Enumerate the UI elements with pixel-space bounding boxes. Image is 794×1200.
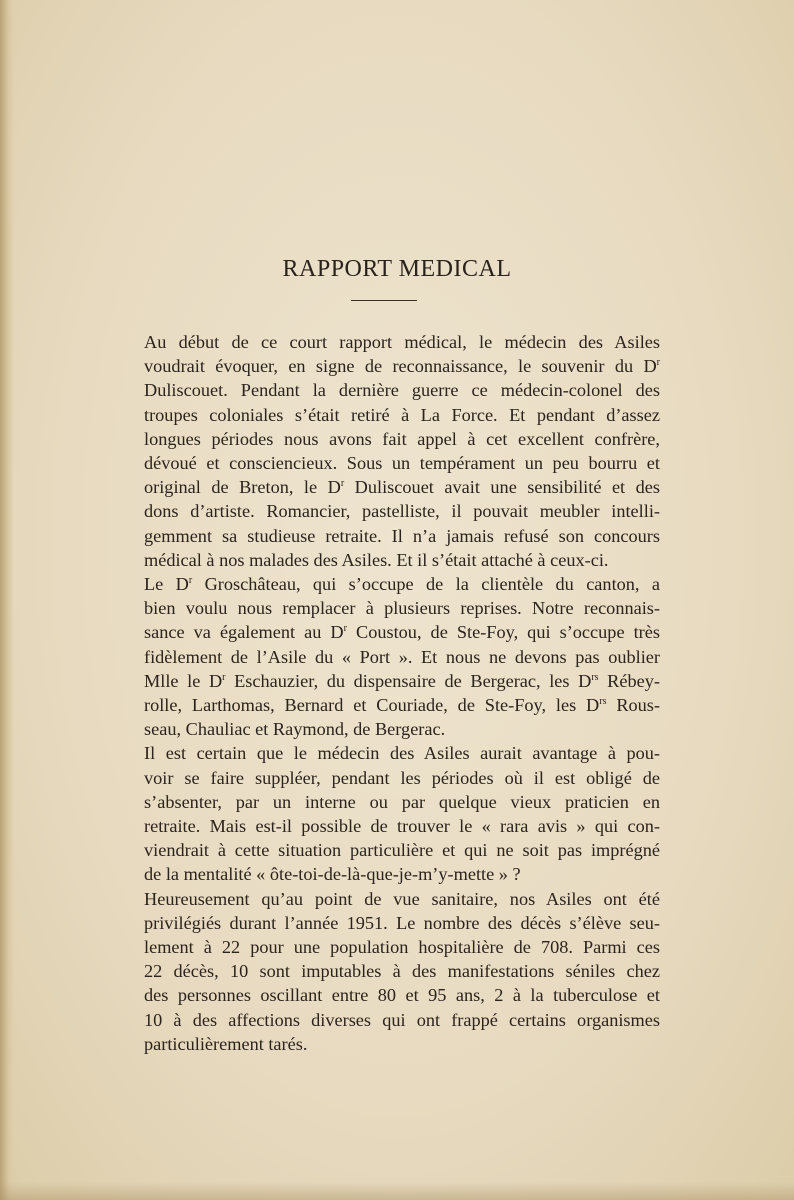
text-segment: voudrait évoquer, en signe de reconnaissance, le souvenir du D	[144, 356, 657, 377]
text-line	[130, 330, 660, 354]
text-line	[130, 354, 660, 378]
text-segment: longues périodes nous avons fait appel à cet excellent confrère,	[144, 428, 660, 449]
text-line	[130, 935, 660, 959]
text-segment: Duliscouet avait une sensibilité et des	[344, 477, 661, 498]
text-segment: privilégiés durant l’année 1951. Le nombre des décès s’élève seu-	[144, 912, 660, 933]
title-abbreviation-superscript: r	[340, 478, 345, 490]
page-title: RAPPORT MEDICAL	[282, 256, 512, 282]
text-segment: seau, Chauliac et Raymond, de Bergerac.	[144, 719, 446, 740]
text-line	[130, 403, 660, 427]
text-segment: sance va également au D	[144, 622, 344, 643]
text-line	[130, 378, 660, 402]
text-line	[130, 669, 660, 693]
text-segment: Groschâteau, qui s’occupe de la clientèle du canton, a	[192, 574, 660, 595]
text-line	[130, 693, 660, 717]
paragraph	[130, 741, 660, 886]
text-line	[130, 741, 660, 765]
text-segment: Il est certain que le médecin des Asiles aurait avantage à pou-	[144, 743, 660, 764]
text-segment: original de Breton, le D	[144, 477, 341, 498]
title-abbreviation-superscript: rs	[591, 671, 599, 683]
text-segment: Le D	[144, 574, 189, 595]
text-line	[130, 814, 660, 838]
text-segment: Rébey-	[598, 670, 660, 691]
text-line	[130, 717, 660, 741]
report-body	[130, 330, 660, 1056]
paragraph	[130, 887, 660, 1056]
text-segment: lement à 22 pour une population hospitalière de 708. Parmi ces	[144, 937, 660, 958]
title-abbreviation-superscript: rs	[599, 696, 607, 708]
text-line	[130, 1032, 660, 1056]
text-line	[130, 1008, 660, 1032]
text-segment: Au début de ce court rapport médical, le médecin des Asiles	[144, 332, 660, 352]
text-segment: Coustou, de Ste-Foy, qui s’occupe très	[346, 622, 660, 643]
text-segment: 22 décès, 10 sont imputables à des manifestations séniles chez	[144, 961, 660, 982]
text-line	[130, 790, 660, 814]
title-abbreviation-superscript: r	[343, 623, 347, 635]
title-rule	[351, 300, 417, 301]
text-line	[130, 959, 660, 983]
text-segment: bien voulu nous remplacer à plusieurs reprises. Notre reconnais-	[144, 598, 660, 619]
page-binding-edge	[0, 0, 14, 1200]
text-segment: voir se faire suppléer, pendant les périodes où il est obligé de	[144, 767, 660, 788]
text-segment: Duliscouet. Pendant la dernière guerre ce médecin-colonel des	[144, 380, 660, 401]
text-segment: retraite. Mais est-il possible de trouver le « rara avis » qui con-	[144, 816, 660, 837]
text-segment: Rous-	[606, 695, 661, 716]
text-line	[130, 499, 660, 523]
text-line	[130, 524, 660, 548]
text-line	[130, 983, 660, 1007]
text-segment: médical à nos malades des Asiles. Et il s’était attaché à ceux-ci.	[144, 549, 609, 570]
title-abbreviation-superscript: r	[656, 357, 660, 369]
paragraph	[130, 330, 660, 572]
text-segment: dons d’artiste. Romancier, pastelliste, il pouvait meubler intelli-	[144, 501, 660, 522]
text-segment: Heureusement qu’au point de vue sanitaire, nos Asiles ont été	[144, 888, 660, 909]
text-segment: gemment sa studieuse retraite. Il n’a jamais refusé son concours	[144, 525, 660, 546]
text-line	[130, 887, 660, 911]
text-line	[130, 548, 660, 572]
text-segment: des personnes oscillant entre 80 et 95 ans, 2 à la tuberculose et	[144, 985, 660, 1006]
text-segment: Mlle le D	[144, 670, 223, 691]
text-line	[130, 862, 660, 886]
text-segment: fidèlement de l’Asile du « Port ». Et nous ne devons pas oublier	[144, 646, 660, 667]
text-line	[130, 620, 660, 644]
text-line	[130, 911, 660, 935]
text-line	[130, 427, 660, 451]
text-line	[130, 838, 660, 862]
text-segment: viendrait à cette situation particulière et qui ne soit pas imprégné	[144, 840, 660, 861]
text-segment: Eschauzier, du dispensaire de Bergerac, les D	[225, 670, 592, 691]
title-abbreviation-superscript: r	[222, 671, 226, 683]
text-segment: 10 à des affections diverses qui ont frappé certains organismes	[144, 1009, 660, 1030]
page-bottom-shadow	[0, 1182, 794, 1200]
text-segment: de la mentalité « ôte-toi-de-là-que-je-m’y-mette » ?	[144, 864, 521, 885]
text-segment: rolle, Larthomas, Bernard et Couriade, de Ste-Foy, les D	[144, 695, 600, 716]
text-line	[130, 572, 660, 596]
title-abbreviation-superscript: r	[188, 575, 193, 587]
paragraph	[130, 572, 660, 741]
text-line	[130, 596, 660, 620]
text-line	[130, 475, 660, 499]
text-segment: dévoué et consciencieux. Sous un tempérament un peu bourru et	[144, 453, 660, 474]
text-segment: s’absenter, par un interne ou par quelque vieux praticien en	[144, 791, 660, 812]
text-line	[130, 451, 660, 475]
text-line	[130, 766, 660, 790]
text-line	[130, 645, 660, 669]
text-segment: troupes coloniales s’était retiré à La Force. Et pendant d’assez	[144, 404, 660, 425]
text-segment: particulièrement tarés.	[144, 1033, 308, 1054]
